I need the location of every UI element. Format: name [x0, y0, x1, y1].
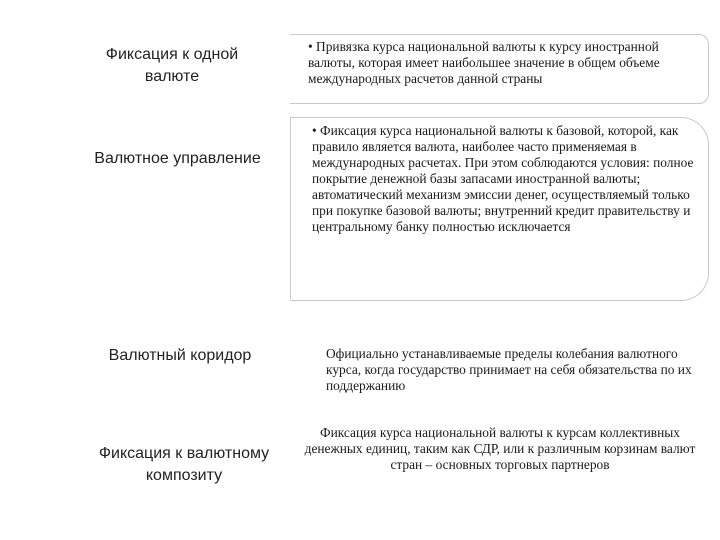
- definition-box-currency-board: [290, 117, 709, 301]
- definition-box-single-currency: [290, 34, 709, 104]
- definition-currency-corridor: Официально устанавливаемые пределы колебания валютного курса, когда государство принимает на себя обязательства по их поддержанию: [326, 346, 692, 393]
- definition-single-currency: • Привязка курса национальной валюты к курсу иностранной валюты, которая имеет наибольшее значение в общем объеме международных расчетов данной страны: [308, 39, 660, 86]
- term-fixed-single-currency: Фиксация к одной валюте: [105, 46, 239, 85]
- box-divider-line: [290, 117, 291, 299]
- term-fixed-composite: Фиксация к валютному композиту: [98, 445, 270, 484]
- definition-currency-board: • Фиксация курса национальной валюты к базовой, которой, как правило является валюта, наиболее часто применяемая в международных расчетах. При этом соблюдаются условия: полное покрытие денежной базы запасами иностранной валюты; автоматический механизм эмиссии денег, осуществляемый только при покупке базовой валюты; внутренний кредит правительству и центральному банку полностью исключается: [312, 123, 694, 234]
- term-currency-corridor: Валютный коридор: [108, 347, 252, 364]
- definition-fixed-composite: Фиксация курса национальной валюты к курсам коллективных денежных единиц, таким как СДР, или к различным корзинам валют стран – основных торговых партнеров: [304, 425, 696, 472]
- term-currency-board: Валютное управление: [94, 150, 261, 167]
